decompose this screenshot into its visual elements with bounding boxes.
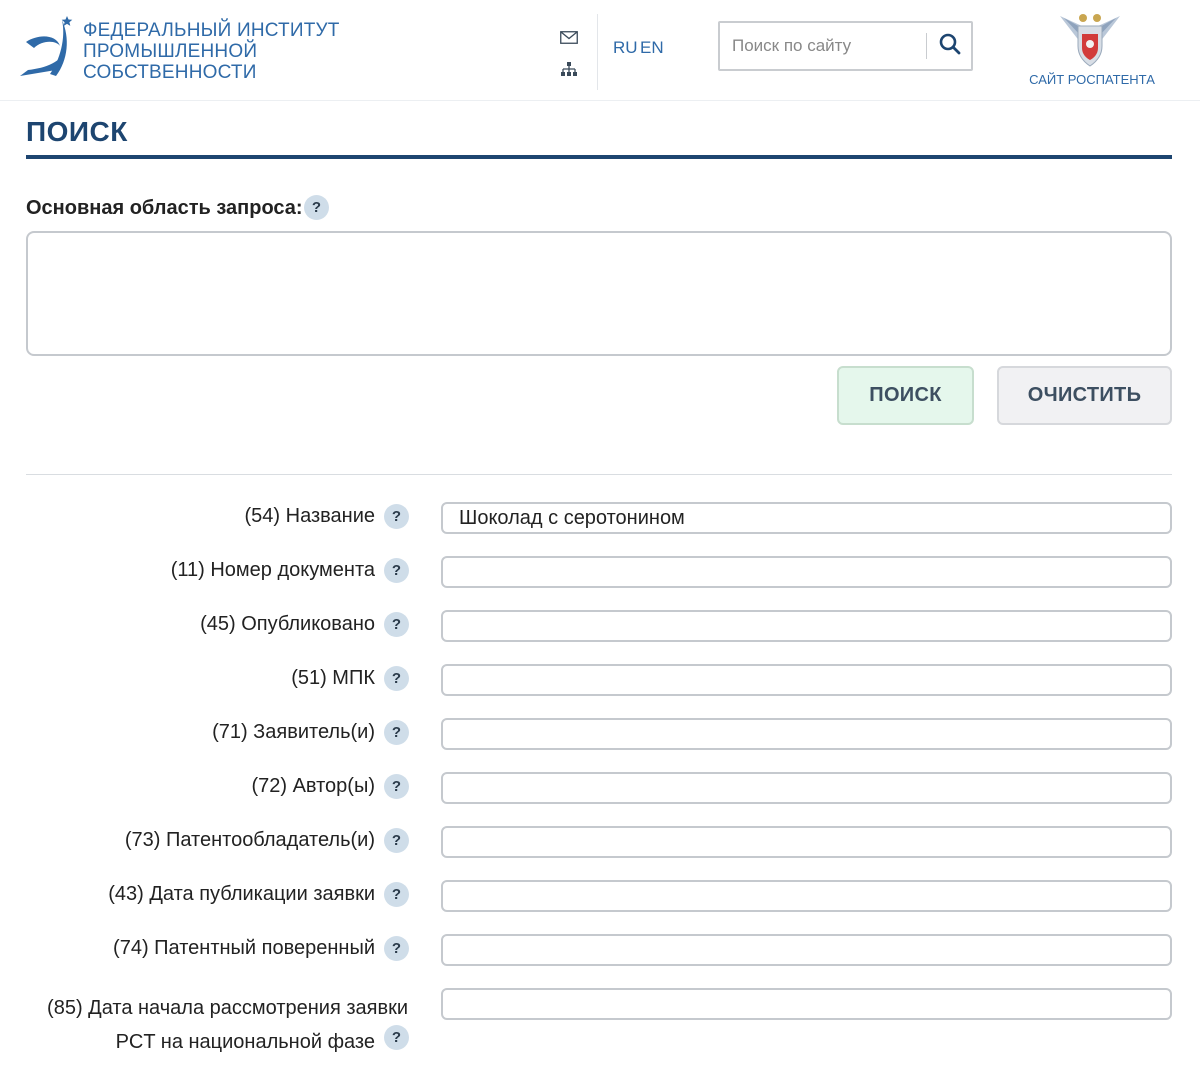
field-help-icon-pct-national-phase[interactable]: ? (384, 1025, 409, 1050)
lang-en-link[interactable]: EN (640, 38, 664, 57)
field-input-document-number[interactable] (441, 556, 1172, 588)
header-divider (597, 14, 598, 90)
site-header (0, 0, 1200, 101)
field-label-pct-national-phase (47, 991, 408, 1059)
rospatent-site-link[interactable]: САЙТ РОСПАТЕНТА (1029, 72, 1155, 87)
logo-text-line-3: СОБСТВЕННОСТИ (83, 62, 257, 83)
search-separator (926, 33, 927, 59)
field-label-patent-holder: (73) Патентообладатель(и) (124, 829, 375, 851)
field-help-icon-ipc[interactable]: ? (384, 666, 409, 691)
page-title: ПОИСК (26, 116, 128, 147)
main-query-textarea[interactable] (26, 231, 1172, 356)
fips-logo-text[interactable] (83, 20, 340, 83)
field-help-icon-published[interactable]: ? (384, 612, 409, 637)
mail-icon[interactable] (558, 28, 580, 46)
fips-logo[interactable] (16, 12, 76, 82)
logo-text-line-2: ПРОМЫШЛЕННОЙ (83, 41, 258, 62)
field-help-icon-title[interactable]: ? (384, 504, 409, 529)
field-input-patent-holder[interactable] (441, 826, 1172, 858)
field-label-ipc: (51) МПК (291, 667, 375, 689)
field-input-published[interactable] (441, 610, 1172, 642)
search-button[interactable]: ПОИСК (837, 366, 974, 425)
section-divider (26, 474, 1172, 475)
field-help-icon-application-publication-date[interactable]: ? (384, 882, 409, 907)
field-help-icon-author[interactable]: ? (384, 774, 409, 799)
field-label-patent-attorney: (74) Патентный поверенный (113, 937, 375, 959)
field-help-icon-patent-holder[interactable]: ? (384, 828, 409, 853)
field-label-document-number: (11) Номер документа (170, 559, 375, 581)
clear-button[interactable]: ОЧИСТИТЬ (997, 366, 1172, 425)
site-search-button[interactable] (930, 26, 970, 66)
field-input-patent-attorney[interactable] (441, 934, 1172, 966)
field-label-pct-line-1: (85) Дата начала рассмотрения заявки (47, 997, 408, 1019)
field-help-icon-document-number[interactable]: ? (384, 558, 409, 583)
field-label-applicant: (71) Заявитель(и) (212, 721, 375, 743)
field-input-ipc[interactable] (441, 664, 1172, 696)
field-label-title: (54) Название (244, 505, 375, 527)
title-underline (26, 155, 1172, 159)
main-query-help-icon[interactable]: ? (304, 195, 329, 220)
field-label-published: (45) Опубликовано (200, 613, 375, 635)
field-input-title[interactable] (441, 502, 1172, 534)
lang-ru-link[interactable]: RU (613, 38, 638, 57)
field-input-application-publication-date[interactable] (441, 880, 1172, 912)
field-label-author: (72) Автор(ы) (251, 775, 375, 797)
site-search-input[interactable] (732, 23, 927, 69)
field-label-pct-line-2: PCT на национальной фазе (115, 1031, 375, 1053)
field-label-application-publication-date: (43) Дата публикации заявки (108, 883, 375, 905)
sitemap-icon[interactable] (558, 60, 580, 78)
site-search (718, 21, 973, 71)
field-input-applicant[interactable] (441, 718, 1172, 750)
search-icon (939, 33, 961, 60)
logo-text-line-1: ФЕДЕРАЛЬНЫЙ ИНСТИТУТ (83, 20, 340, 41)
field-help-icon-applicant[interactable]: ? (384, 720, 409, 745)
field-input-pct-national-phase[interactable] (441, 988, 1172, 1020)
main-query-label: Основная область запроса: (26, 197, 303, 219)
rospatent-emblem[interactable] (1052, 12, 1128, 68)
field-input-author[interactable] (441, 772, 1172, 804)
field-help-icon-patent-attorney[interactable]: ? (384, 936, 409, 961)
